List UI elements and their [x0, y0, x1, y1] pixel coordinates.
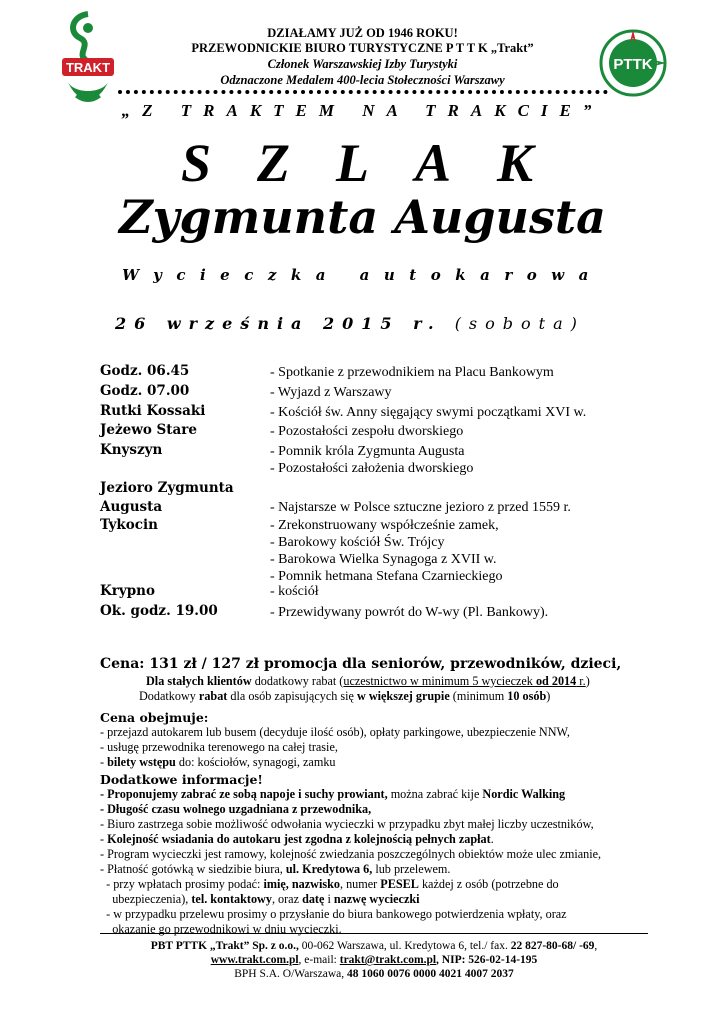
footer-contact: www.trakt.com.pl, e-mail: trakt@trakt.com.pl, NIP: 526-02-14-195 [210, 954, 538, 966]
additional-title: Dodatkowe informacje! [100, 772, 263, 787]
itinerary-item: - kościół [270, 584, 319, 599]
trip-date-day: (sobota) [454, 314, 585, 333]
price-main: Cena: 131 zł / 127 zł promocja dla seniorów, przewodników, dzieci, [100, 656, 622, 672]
itinerary-place: Krypno [100, 583, 155, 599]
itinerary-item: - Najstarsze w Polsce sztuczne jezioro z przed 1559 r. [270, 500, 571, 515]
itinerary-place: Jezioro Zygmunta [100, 480, 234, 496]
includes-item: - przejazd autokarem lub busem (decyduje ilość osób), opłaty parkingowe, ubezpieczenie NNW, [100, 725, 570, 739]
trip-date [115, 314, 585, 333]
itinerary-item: - Wyjazd z Warszawy [270, 385, 392, 400]
website-link[interactable]: www.trakt.com.pl [210, 954, 299, 966]
page-title: SZLAK [180, 133, 580, 193]
trip-date-main: 26 września 2015 r. [115, 314, 442, 333]
includes-item: - bilety wstępu do: kościołów, synagogi, zamku [100, 755, 336, 769]
additional-item: ubezpieczenia), tel. kontaktowy, oraz datę i nazwę wycieczki [100, 892, 420, 906]
header-member: Członek Warszawskiej Izby Turystyki [267, 57, 458, 71]
price-discount-group: Dodatkowy rabat dla osób zapisujących się w większej grupie (minimum 10 osób) [139, 689, 551, 703]
motto: „Z TRAKTEM NA TRAKCIE” [121, 101, 604, 120]
itinerary-place-cont: Augusta [100, 499, 163, 515]
itinerary-item: - Pozostałości założenia dworskiego [270, 461, 474, 476]
additional-item: - Biuro zastrzega sobie możliwość odwołania wycieczki w przypadku zbyt małej liczby uczestników, [100, 817, 594, 831]
footer-bank: BPH S.A. O/Warszawa, 48 1060 0076 0000 4021 4007 2037 [234, 968, 514, 980]
includes-item: - usługę przewodnika terenowego na całej trasie, [100, 740, 338, 754]
footer-divider [100, 933, 648, 934]
includes-title: Cena obejmuje: [100, 710, 209, 725]
additional-item: - Długość czasu wolnego uzgadniana z przewodnika, [100, 802, 372, 816]
trakt-logo [58, 10, 118, 110]
itinerary-place: Tykocin [100, 517, 158, 533]
itinerary-item: - Pozostałości zespołu dworskiego [270, 424, 464, 439]
trakt-logo-text: TRAKT [65, 60, 111, 75]
itinerary-place: Godz. 07.00 [100, 383, 190, 399]
email-link[interactable]: trakt@trakt.com.pl [339, 954, 437, 966]
additional-item: - Program wycieczki jest ramowy, kolejność zwiedzania poszczególnych obiektów może ulec zmianie, [100, 847, 602, 861]
itinerary-item: - Kościół św. Anny sięgający swymi początkami XVI w. [270, 405, 587, 420]
itinerary-place: Jeżewo Stare [100, 422, 197, 438]
itinerary-place: Rutki Kossaki [100, 403, 206, 419]
header-company: PRZEWODNICKIE BIURO TURYSTYCZNE P T T K „Trakt” [191, 41, 534, 55]
itinerary-place: Godz. 06.45 [100, 363, 190, 379]
additional-item: - Proponujemy zabrać ze sobą napoje i suchy prowiant, można zabrać kije Nordic Walking [100, 787, 566, 801]
additional-item: - Płatność gotówką w siedzibie biura, ul. Kredytowa 6, lub przelewem. [100, 862, 451, 876]
itinerary-item: - Spotkanie z przewodnikiem na Placu Bankowym [270, 365, 554, 380]
itinerary-place: Ok. godz. 19.00 [100, 603, 218, 619]
itinerary-item: - Przewidywany powrót do W-wy (Pl. Bankowy). [270, 605, 549, 620]
footer-address: PBT PTTK „Trakt” Sp. z o.o., 00-062 Warszawa, ul. Kredytowa 6, tel./ fax. 22 827-80-68/ -69, [150, 940, 598, 952]
itinerary-item: - Pomnik króla Zygmunta Augusta [270, 444, 465, 459]
additional-item: - w przypadku przelewu prosimy o przysłanie do biura bankowego potwierdzenia wpłaty, oraz [100, 907, 567, 921]
dotted-divider [118, 90, 608, 94]
trip-type: Wycieczka autokarowa [122, 266, 603, 284]
itinerary-place: Knyszyn [100, 442, 163, 458]
itinerary-item: - Pomnik hetmana Stefana Czarnieckiego [270, 569, 503, 584]
page-subtitle: Zygmunta Augusta [119, 190, 606, 244]
header-since: DZIAŁAMY JUŻ OD 1946 ROKU! [267, 26, 458, 40]
pttk-logo-text: PTTK [613, 56, 653, 73]
price-discount-regulars: Dla stałych klientów dodatkowy rabat (uczestnictwo w minimum 5 wycieczek od 2014 r.) [146, 674, 590, 688]
header-medal: Odznaczone Medalem 400-lecia Stołeczności Warszawy [220, 73, 505, 87]
additional-item: okazanie go przewodnikowi w dniu wycieczki. [100, 922, 342, 936]
pttk-logo [598, 28, 668, 98]
additional-item: - Kolejność wsiadania do autokaru jest zgodna z kolejnością pełnych zapłat. [100, 832, 494, 846]
itinerary-item: - Barokowa Wielka Synagoga z XVII w. [270, 552, 497, 567]
itinerary-item: - Barokowy kościół Św. Trójcy [270, 535, 445, 550]
itinerary-item: - Zrekonstruowany współcześnie zamek, [270, 518, 499, 533]
additional-item: - przy wpłatach prosimy podać: imię, nazwisko, numer PESEL każdej z osób (potrzebne do [100, 877, 559, 891]
